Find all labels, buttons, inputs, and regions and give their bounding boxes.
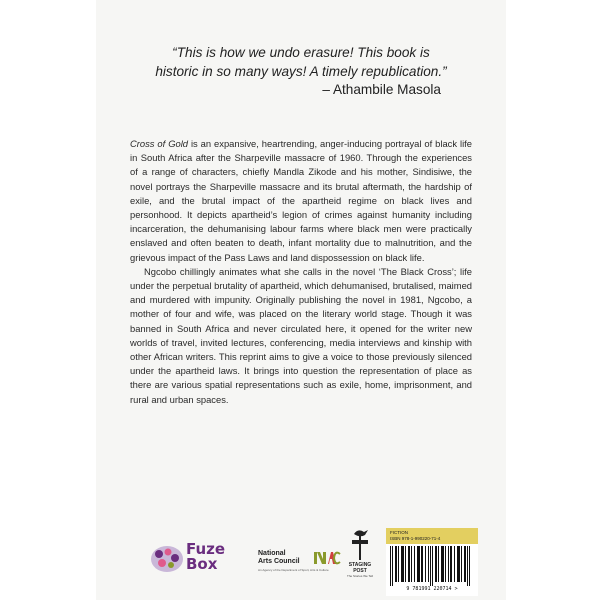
fuze-box-logo	[150, 542, 250, 578]
fuze-line-1: Fuze	[186, 540, 226, 558]
national-arts-council-logo	[258, 550, 340, 580]
fuze-wordmark	[186, 542, 225, 572]
genre-label: FICTION	[390, 530, 408, 535]
endorsement-quote	[96, 43, 506, 81]
back-cover	[96, 0, 506, 600]
nac-wordmark	[258, 550, 300, 566]
barcode-bars	[390, 546, 474, 586]
nac-tagline: An Agency of the Department of Sport, Arts & Culture	[258, 568, 329, 572]
staging-post-name: STAGING POST	[348, 562, 372, 574]
fuze-line-2: Box	[186, 555, 218, 573]
quote-attribution: – Athambile Masola	[322, 82, 441, 97]
nac-line-1: National	[258, 550, 286, 557]
staging-post-logo	[342, 526, 378, 586]
publisher-logos	[96, 520, 506, 600]
blurb-paragraph-1	[130, 137, 472, 265]
book-title: Cross of Gold	[130, 138, 188, 149]
nac-monogram-icon	[313, 550, 341, 566]
fuze-brain-icon	[150, 544, 184, 574]
barcode-digits: 9 781991 220714 >	[406, 586, 458, 592]
blurb-paragraph-1-text: is an expansive, heartrending, anger-inducing portrayal of black life in South Africa after the Sharpeville massacre of 1960. Through the experiences of a range of characters, chiefly Mandla Zikode and his mother, Sindisiwe, the novel portrays the Sharpeville massacre and its brutal aftermath, the hardship of exile, and the brutal impact of the apartheid regime on black lives and personhood. It depicts apartheid’s legion of crimes against humanity including incarceration, the dehumanising labour farms where black men were practically enslaved and often beaten to death, infant mortality due to malnutrition, and the grievous impact of the Pass Laws and land dispossession on black life.	[130, 138, 472, 263]
quote-line-2: historic in so many ways! A timely republication.”	[155, 64, 447, 79]
nac-line-2: Arts Council	[258, 558, 300, 565]
bird-signpost-icon	[342, 526, 378, 562]
barcode-label	[386, 528, 478, 544]
isbn-barcode	[386, 528, 478, 596]
quote-line-1: “This is how we undo erasure! This book is	[172, 45, 430, 60]
staging-post-tagline: The Stories We Tell	[347, 574, 373, 578]
blurb-text	[130, 137, 472, 407]
isbn-label: ISBN 978-1-990220-71-4	[390, 535, 441, 541]
blurb-paragraph-2: Ngcobo chillingly animates what she calls in the novel ‘The Black Cross’; life under the perpetual brutality of apartheid, which dehumanised, brutalised, maimed and murdered with impunity. Originally publishing the novel in 1981, Ngcobo, a mother of four and wife, was placed on the literary world stage. Though it was banned in South Africa and never circulated here, it opened for the writer new worlds of travel, invited lectures, conferencing, media interviews and kinship with other African writers. This reprint aims to give a voice to those previously silenced under the apartheid laws. It brings into question the representation of place as there are various spatial representations such as exile, home, imprisonment, and rural and urban spaces.	[130, 265, 472, 405]
